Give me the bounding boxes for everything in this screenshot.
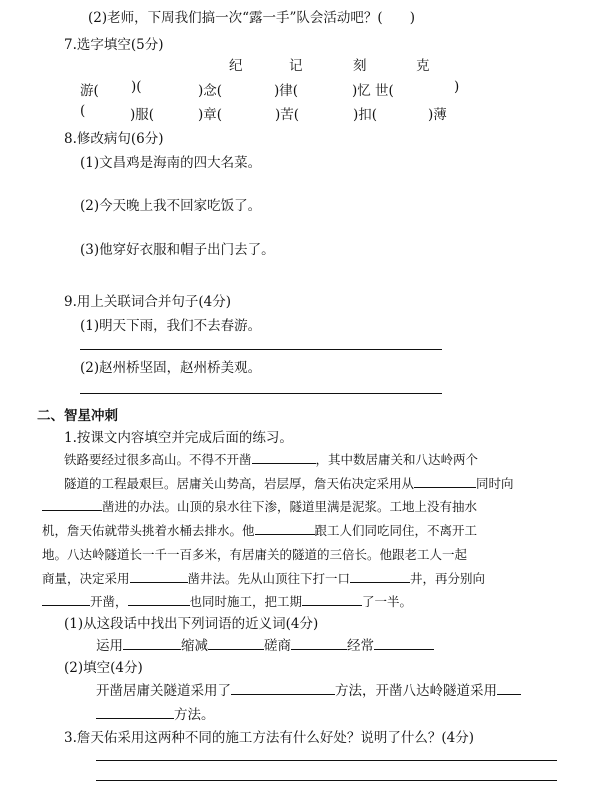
q9-sentence-1: (1)明天下雨，我们不去春游。 — [80, 318, 262, 334]
q9-answer-line-1[interactable] — [80, 349, 442, 350]
sub1-title: (1)从这段话中找出下列词语的近义词(4分) — [64, 616, 319, 632]
s2-q3: 3.詹天佑采用这两种不同的施工方法有什么好处？说明了什么？(4分) — [64, 730, 475, 746]
word-4: 经常 — [347, 638, 374, 654]
q9-answer-line-2[interactable] — [80, 393, 442, 394]
q7-row1-seg2: )( — [131, 79, 142, 95]
q7-row2-seg6: )薄 — [428, 107, 447, 123]
q9-sentence-2: (2)赵州桥坚固，赵州桥美观。 — [80, 360, 262, 376]
passage-line-1 — [64, 450, 478, 468]
q8-sentence-3: (3)他穿好衣服和帽子出门去了。 — [80, 242, 275, 258]
sub2-line-1 — [96, 679, 521, 699]
q7-char-1: 纪 — [229, 58, 243, 74]
passage-line-2 — [64, 474, 514, 492]
section2-title: 二、智星冲刺 — [37, 408, 118, 424]
blank[interactable] — [208, 637, 264, 650]
passage-text: 铁路要经过很多高山。不得不开凿 — [64, 452, 252, 467]
s2-q1-title: 1.按课文内容填空并完成后面的练习。 — [64, 430, 293, 446]
sub1-words — [96, 634, 434, 654]
passage-text: 凿进的办法。山顶的泉水往下渗，隧道里满是泥浆。工地上没有抽水 — [102, 499, 478, 514]
passage-line-7 — [42, 592, 412, 610]
q7-row1-seg3: )念( — [198, 83, 223, 99]
q7-char-3: 刻 — [353, 58, 367, 74]
blank[interactable] — [42, 593, 90, 606]
q8-sentence-1: (1)文昌鸡是海南的四大名菜。 — [80, 155, 262, 171]
q7-row2-seg3: )章( — [198, 107, 223, 123]
blank[interactable] — [128, 593, 190, 606]
passage-text: 开凿， — [90, 594, 128, 609]
sub2-line-2 — [96, 703, 215, 723]
blank[interactable] — [374, 637, 434, 650]
blank[interactable] — [350, 570, 410, 583]
passage-text: 同时向 — [476, 476, 514, 491]
passage-text: ，其中数居庸关和八达岭两个 — [315, 452, 479, 467]
passage-line-4 — [42, 521, 477, 539]
q9-title: 9.用上关联词合并句子(4分) — [64, 294, 232, 310]
q3-answer-line-1[interactable] — [96, 760, 557, 761]
q8-sentence-2: (2)今天晚上我不回家吃饭了。 — [80, 198, 262, 214]
q8-title: 8.修改病句(6分) — [64, 131, 164, 147]
q7-row1-seg4: )律( — [274, 83, 299, 99]
passage-text: 凿井法。先从山顶往下打一口 — [187, 571, 351, 586]
passage-text: 跟工人们同吃同住，不离开工 — [314, 523, 478, 538]
passage-text: 商量，决定采用 — [42, 571, 130, 586]
q6-item-2: (2)老师，下周我们搞一次“露一手”队会活动吧？( ) — [88, 10, 415, 26]
passage-line-3 — [42, 497, 477, 515]
passage-text: 井，再分别向 — [410, 571, 486, 586]
q7-char-4: 克 — [416, 58, 430, 74]
blank[interactable] — [96, 706, 174, 719]
blank[interactable] — [42, 498, 102, 511]
passage-text: 隧道的工程最艰巨。居庸关山势高，岩层厚，詹天佑决定采用从 — [64, 476, 415, 491]
word-3: 磋商 — [264, 638, 291, 654]
sub2-title: (2)填空(4分) — [64, 660, 143, 676]
q7-char-2: 记 — [289, 58, 303, 74]
word-1: 运用 — [96, 638, 123, 654]
blank[interactable] — [123, 637, 181, 650]
sub2-text: 方法。 — [174, 707, 215, 723]
blank[interactable] — [497, 682, 521, 695]
blank[interactable] — [231, 682, 335, 695]
passage-text: 也同时施工，把工期 — [189, 594, 303, 609]
q7-row1-seg5: )忆 世( — [352, 83, 394, 99]
passage-text: 机，詹天佑就带头挑着水桶去排水。他 — [42, 523, 255, 538]
q7-row2-seg1: ( — [80, 103, 86, 119]
blank[interactable] — [291, 637, 347, 650]
passage-line-6 — [42, 569, 485, 587]
passage-text: 了一半。 — [362, 594, 413, 609]
passage-line-5: 地。八达岭隧道长一千一百多米，有居庸关的隧道的三倍长。他跟老工人一起 — [42, 547, 468, 562]
q7-row2-seg5: )扣( — [353, 107, 378, 123]
sub2-text: 开凿居庸关隧道采用了 — [96, 683, 231, 699]
sub2-text: 方法，开凿八达岭隧道采用 — [335, 683, 497, 699]
q7-row1-seg6: ) — [454, 79, 460, 95]
blank[interactable] — [252, 451, 316, 464]
q7-row2-seg4: )苦( — [275, 107, 300, 123]
word-2: 缩减 — [181, 638, 208, 654]
q7-row2-seg2: )服( — [130, 107, 155, 123]
q7-row1-seg1: 游( — [80, 83, 99, 99]
blank[interactable] — [255, 522, 315, 535]
blank[interactable] — [302, 593, 362, 606]
q3-answer-line-2[interactable] — [96, 780, 557, 781]
blank[interactable] — [414, 475, 476, 488]
blank[interactable] — [130, 570, 188, 583]
q7-title: 7.选字填空(5分) — [64, 37, 164, 53]
